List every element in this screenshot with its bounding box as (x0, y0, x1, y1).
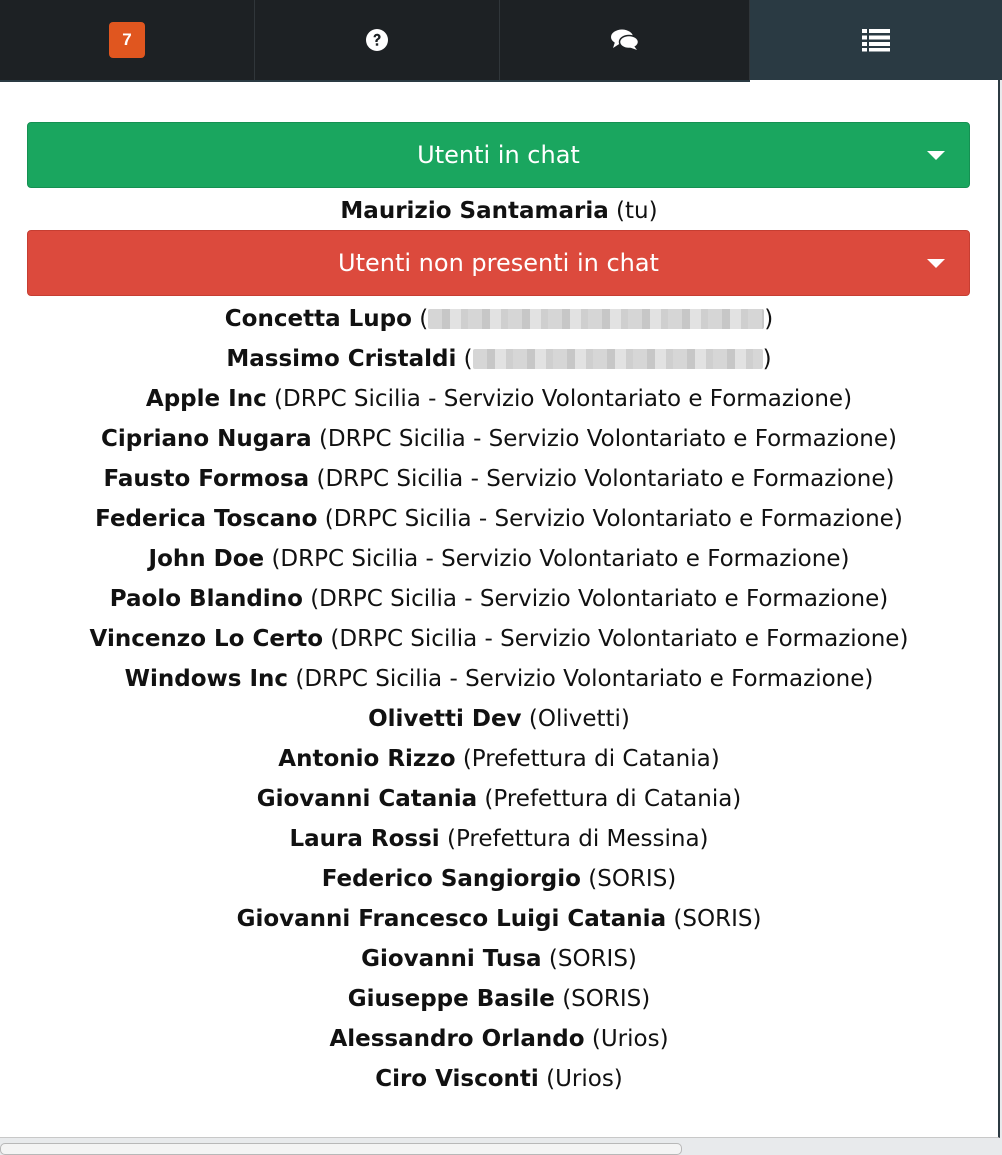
caret-down-icon (927, 259, 945, 268)
user-name: Vincenzo Lo Certo (89, 626, 324, 652)
user-organization: (Urios) (591, 1026, 669, 1052)
comments-icon (610, 28, 640, 52)
current-user-suffix: (tu) (616, 198, 658, 224)
user-organization: (DRPC Sicilia - Servizio Volontariato e Formazione) (324, 506, 903, 532)
user-name: Alessandro Orlando (329, 1026, 585, 1052)
list-item (0, 904, 998, 934)
horizontal-scrollbar[interactable] (0, 1143, 682, 1155)
user-name: Laura Rossi (289, 826, 440, 852)
list-item (0, 384, 998, 414)
list-item (0, 584, 998, 614)
user-organization: (DRPC Sicilia - Servizio Volontariato e Formazione) (318, 426, 897, 452)
list-item (0, 984, 998, 1014)
tab-users-list[interactable] (750, 0, 1002, 80)
notification-badge: 7 (109, 22, 145, 58)
tab-underline (0, 80, 750, 82)
caret-down-icon (927, 151, 945, 160)
current-user-name: Maurizio Santamaria (340, 198, 609, 224)
user-organization: (SORIS) (673, 906, 762, 932)
user-name: Giovanni Francesco Luigi Catania (236, 906, 667, 932)
question-circle-icon (365, 28, 389, 52)
list-item (0, 664, 998, 694)
list-item (0, 344, 998, 374)
user-name: Giovanni Tusa (361, 946, 542, 972)
tab-chat[interactable] (500, 0, 750, 80)
list-item (0, 544, 998, 574)
list-item (0, 504, 998, 534)
user-name: Cipriano Nugara (101, 426, 312, 452)
user-name: Antonio Rizzo (278, 746, 456, 772)
user-organization: (Urios) (546, 1066, 623, 1092)
list-item (0, 944, 998, 974)
user-organization: (SORIS) (548, 946, 637, 972)
user-name: Paolo Blandino (109, 586, 303, 612)
user-name: Federico Sangiorgio (321, 866, 581, 892)
list-item (0, 304, 998, 334)
tab-notifications[interactable] (0, 0, 255, 80)
current-user-row (0, 196, 998, 226)
list-item (0, 624, 998, 654)
user-name: Giuseppe Basile (347, 986, 555, 1012)
user-organization: (DRPC Sicilia - Servizio Volontariato e Formazione) (316, 466, 895, 492)
user-organization: (SORIS) (588, 866, 677, 892)
list-item (0, 464, 998, 494)
user-name: Apple Inc (145, 386, 267, 412)
user-organization: (DRPC Sicilia - Servizio Volontariato e Formazione) (295, 666, 874, 692)
user-organization: (Olivetti) (528, 706, 630, 732)
user-name: John Doe (148, 546, 265, 572)
redacted-organization: ( ) (419, 306, 774, 332)
user-organization: (DRPC Sicilia - Servizio Volontariato e Formazione) (271, 546, 850, 572)
user-name: Concetta Lupo (224, 306, 412, 332)
list-item (0, 424, 998, 454)
redacted-organization: ( ) (463, 346, 772, 372)
pixelated-redaction (473, 349, 763, 369)
user-name: Giovanni Catania (256, 786, 478, 812)
list-item (0, 1024, 998, 1054)
offline-users-toggle[interactable] (27, 230, 970, 296)
list-item (0, 784, 998, 814)
user-organization: (Prefettura di Catania) (462, 746, 720, 772)
user-name: Ciro Visconti (375, 1066, 539, 1092)
user-organization: (DRPC Sicilia - Servizio Volontariato e Formazione) (274, 386, 853, 412)
online-users-label: Utenti in chat (417, 141, 580, 169)
list-item (0, 864, 998, 894)
user-name: Massimo Cristaldi (226, 346, 457, 372)
user-organization: (Prefettura di Catania) (484, 786, 742, 812)
list-item (0, 704, 998, 734)
list-item (0, 1064, 998, 1094)
pixelated-redaction (428, 309, 764, 329)
list-item (0, 744, 998, 774)
user-name: Windows Inc (124, 666, 289, 692)
user-name: Federica Toscano (95, 506, 318, 532)
list-item (0, 824, 998, 854)
online-users-toggle[interactable] (27, 122, 970, 188)
user-name: Fausto Formosa (103, 466, 310, 492)
user-organization: (DRPC Sicilia - Servizio Volontariato e Formazione) (310, 586, 889, 612)
offline-users-label: Utenti non presenti in chat (338, 249, 659, 277)
list-icon (862, 28, 890, 52)
user-organization: (DRPC Sicilia - Servizio Volontariato e Formazione) (330, 626, 909, 652)
user-name: Olivetti Dev (368, 706, 522, 732)
user-organization: (SORIS) (562, 986, 651, 1012)
tab-bar (0, 0, 1002, 80)
tab-help[interactable] (255, 0, 500, 80)
user-organization: (Prefettura di Messina) (446, 826, 709, 852)
